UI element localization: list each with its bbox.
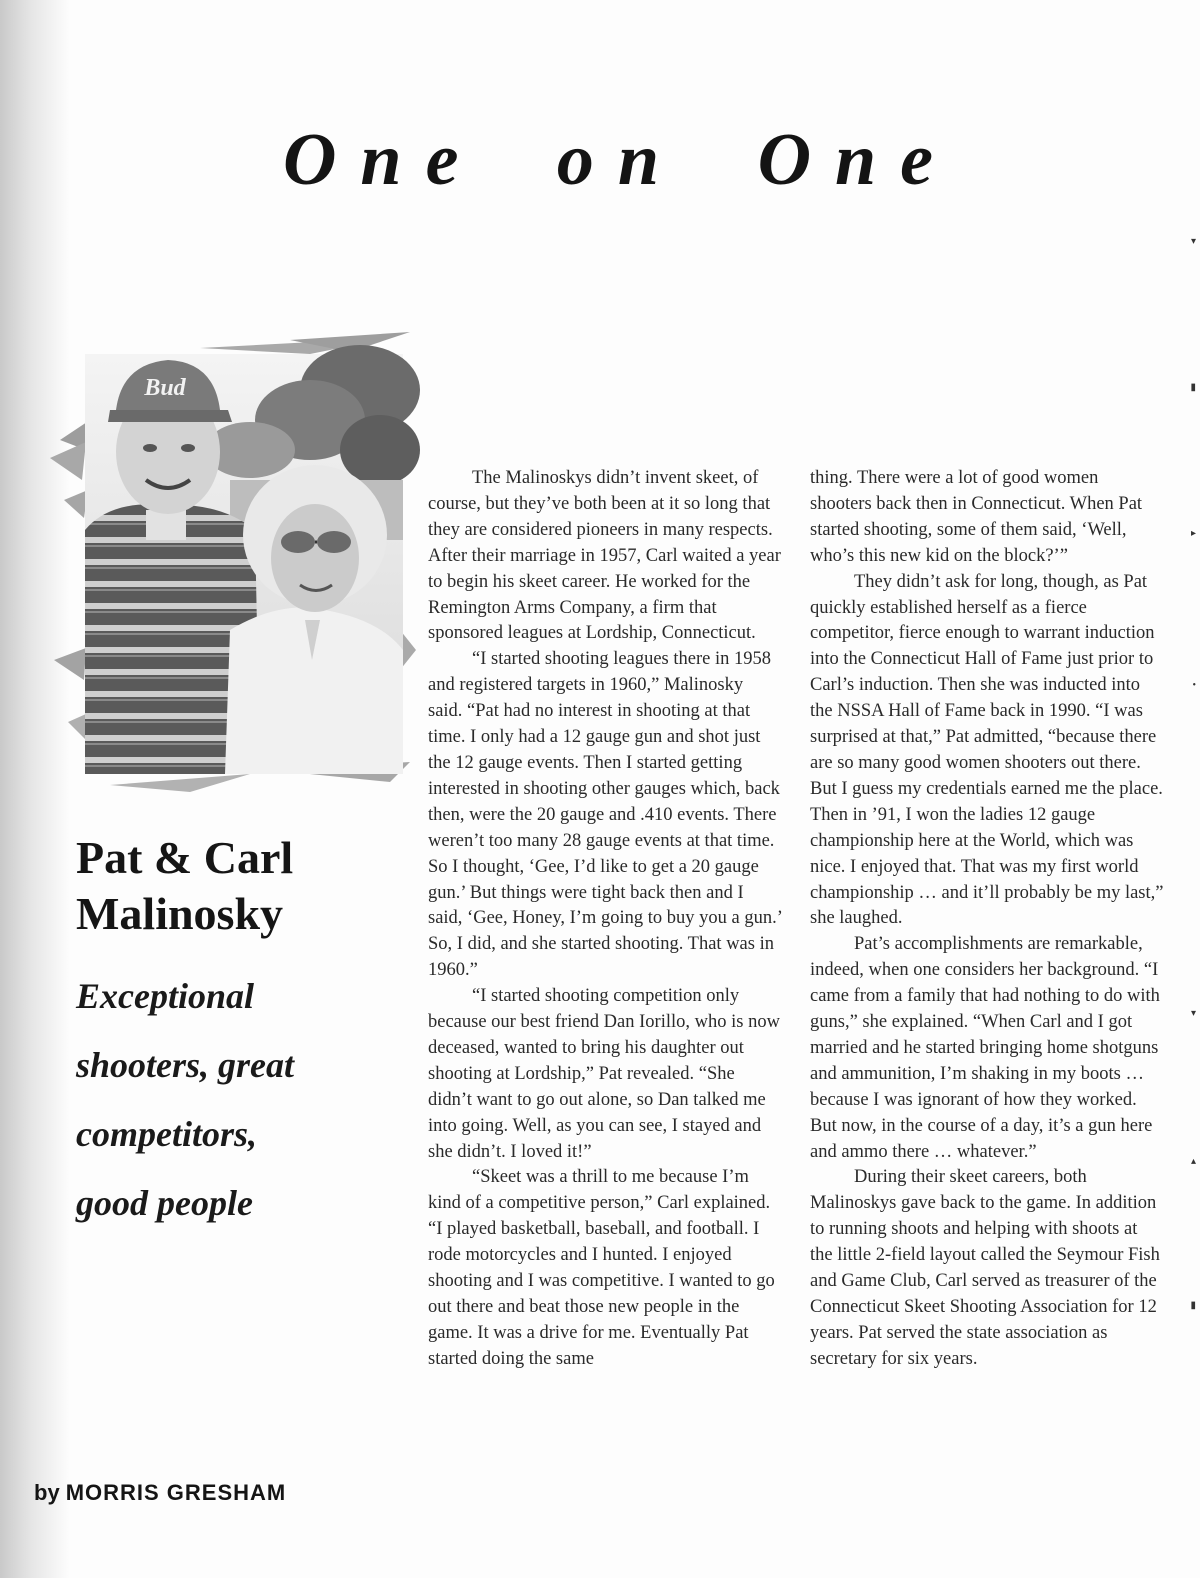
deck-line: competitors, <box>76 1114 257 1154</box>
body-paragraph: “I started shooting competition only because our best friend Dan Iorillo, who is now deceased, wanted to bring his daughter out shooting at Lordship,” Pat revealed. “She didn’t want to go out alone, so Dan talked me into going. Well, as you can see, I stayed and she didn’t. I loved it!” <box>428 986 780 1162</box>
article-headline <box>76 830 396 942</box>
deck-line: good people <box>76 1183 253 1223</box>
deck-line: Exceptional <box>76 976 254 1016</box>
body-paragraph: thing. There were a lot of good women shooters back then in Connecticut. When Pat started shooting, some of them said, ‘Well, who’s this new kid on the block?’” <box>810 468 1143 566</box>
byline-author: MORRIS GRESHAM <box>65 1480 287 1505</box>
article-column-1 <box>428 466 782 1373</box>
headline-line-1: Pat & Carl <box>76 832 294 883</box>
section-title: One on One <box>282 119 958 201</box>
scan-edge-mark: ▮ <box>1190 382 1196 393</box>
deck-line: shooters, great <box>76 1045 295 1085</box>
body-paragraph: “I started shooting leagues there in 1958 and registered targets in 1960,” Malinosky said. “Pat had no interest in shooting at that time. I only had a 12 gauge gun and shot just the 12 gauge events. Then I started getting interested in shooting other gauges which, back then, were the 20 gauge and .410 events. There weren’t too many 28 gauge events at that time. So I thought, ‘Gee, I’d like to get a 20 gauge gun.’ But things were tight back then and I said, ‘Gee, Honey, I’m going to buy you a gun.’ So, I did, and she started shooting. That was in 1960.” <box>428 649 782 981</box>
headline-line-2: Malinosky <box>76 888 284 939</box>
cap-logo: Bud <box>144 375 186 401</box>
body-paragraph: Pat’s accomplishments are remarkable, indeed, when one considers her background. “I came from a family that had nothing to do with guns,” she explained. “When Carl and I got married and he started bringing home shotguns and ammunition, I’m shaking in my boots … because I was ignorant of how they worked. But now, in the course of a day, it’s a gun here and ammo there … whatever.” <box>810 934 1160 1162</box>
couple-photo <box>50 330 420 800</box>
byline-prefix: by <box>34 1480 60 1505</box>
article-column-2 <box>810 466 1164 1373</box>
body-paragraph: “Skeet was a thrill to me because I’m kind of a competitive person,” Carl explained. “I played basketball, baseball, and football. I rode motorcycles and I hunted. I enjoyed shooting and I was competitive. I wanted to go out there and beat those new people in the game. It was a drive for me. Eventually Pat started doing the same <box>428 1167 775 1369</box>
scan-edge-mark: ▴ <box>1190 1156 1196 1167</box>
body-paragraph: The Malinoskys didn’t invent skeet, of course, but they’ve both been at it so long that they are considered pioneers in many respects. After their marriage in 1957, Carl waited a year to begin his skeet career. He worked for the Remington Arms Company, a firm that sponsored leagues at Lordship, Connecticut. <box>428 468 781 644</box>
byline <box>34 1480 286 1506</box>
scan-edge-mark: • <box>1192 680 1196 691</box>
scan-edge-mark: ▾ <box>1190 1008 1196 1019</box>
scan-edge-mark: ▸ <box>1190 528 1196 539</box>
scan-edge-mark: ▮ <box>1190 1300 1196 1311</box>
body-paragraph: They didn’t ask for long, though, as Pat quickly established herself as a fierce competitor, fierce enough to warrant induction into the Connecticut Hall of Fame just prior to Carl’s induction. Then she was inducted into the NSSA Hall of Fame back in 1990. “I was surprised at that,” Pat admitted, “because there are so many good women shooters out there. But I guess my credentials earned me the place. Then in ’91, I won the ladies 12 gauge championship here at the World, which was nice. I enjoyed that. That was my first world championship … and it’ll probably be my last,” she laughed. <box>810 571 1164 929</box>
body-paragraph: During their skeet careers, both Malinoskys gave back to the game. In addition to running shoots and helping with shoots at the little 2-field layout called the Seymour Fish and Game Club, Carl served as treasurer of the Connecticut Skeet Shooting Association for 12 years. Pat served the state association as secretary for six years. <box>810 1167 1160 1369</box>
article-deck <box>76 962 396 1238</box>
scan-edge-mark: ▾ <box>1190 236 1196 247</box>
